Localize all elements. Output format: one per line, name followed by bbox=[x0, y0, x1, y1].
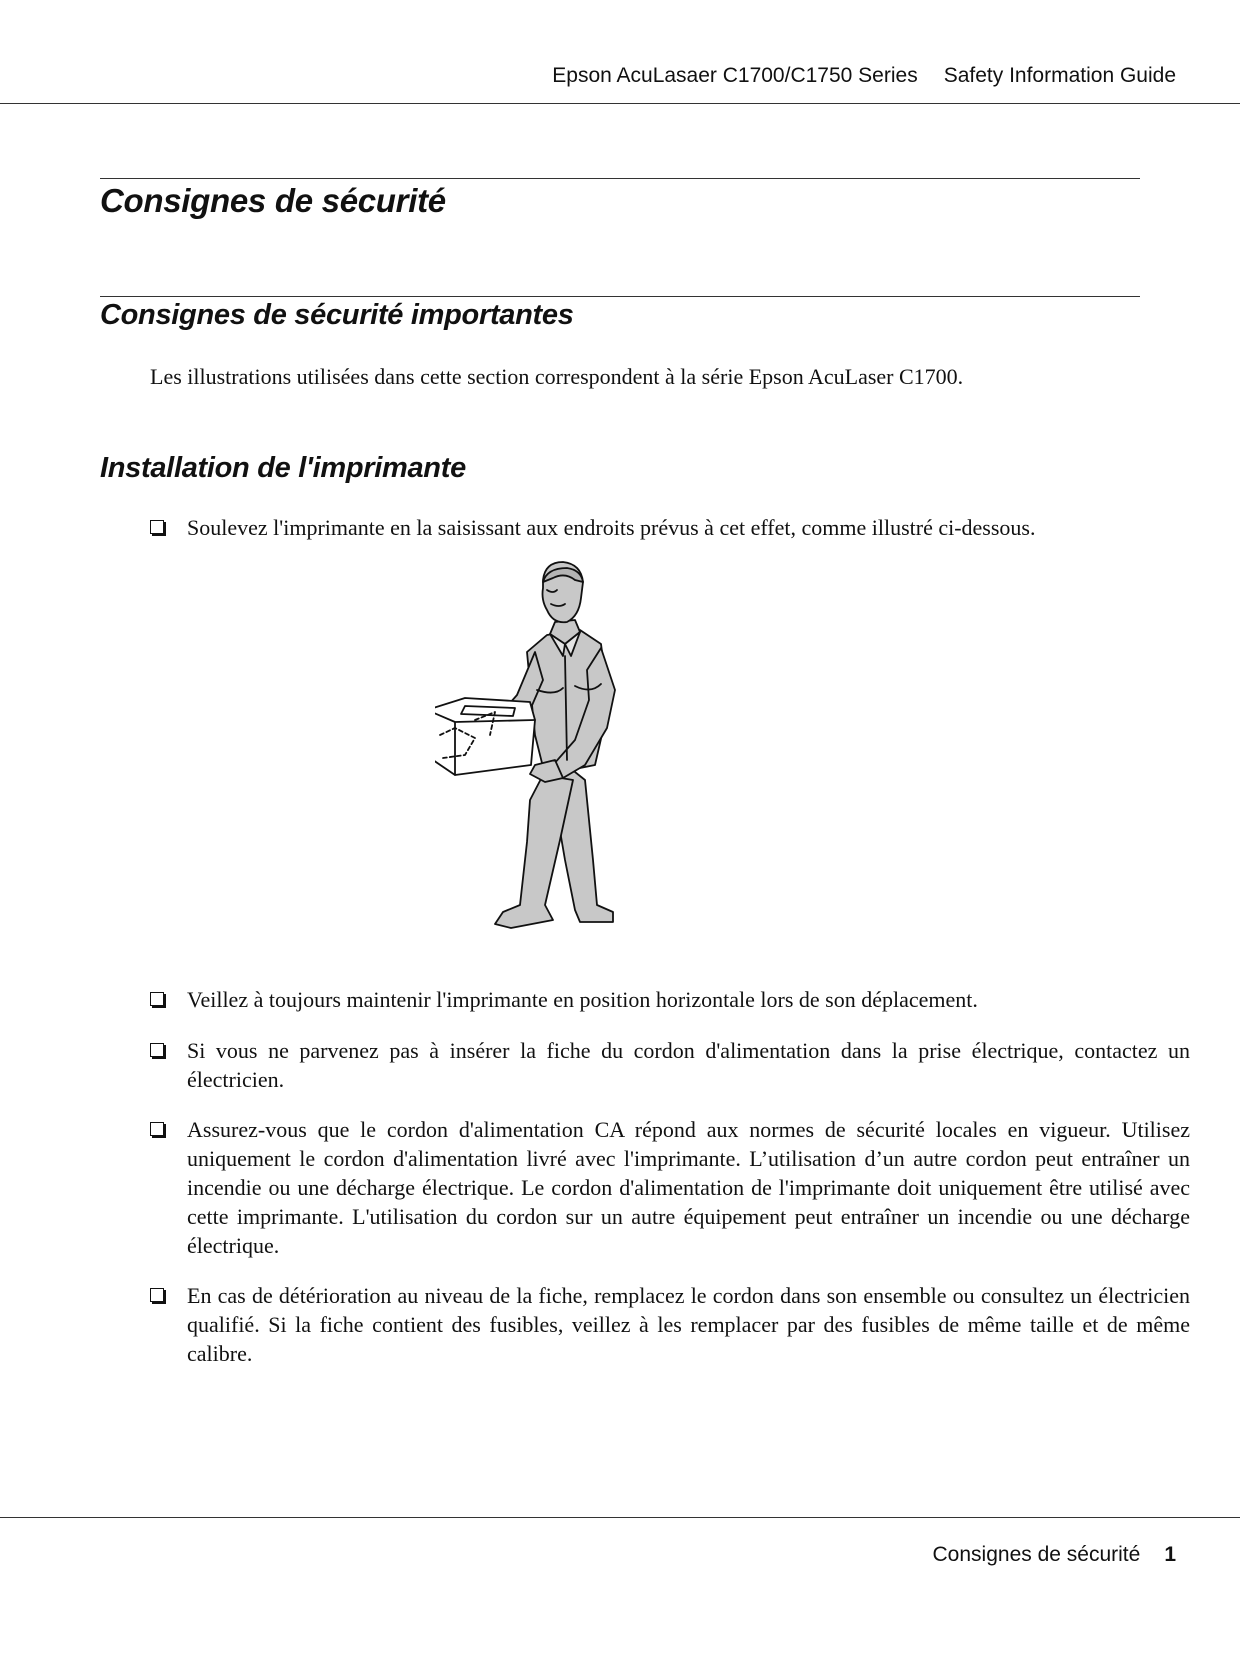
chapter-title: Consignes de sécurité bbox=[100, 182, 446, 219]
running-footer bbox=[933, 1543, 1176, 1567]
section-title: Consignes de sécurité importantes bbox=[100, 299, 574, 331]
checkbox-bullet-icon bbox=[150, 520, 164, 534]
checkbox-bullet-icon bbox=[150, 1122, 164, 1136]
checkbox-bullet-icon bbox=[150, 992, 164, 1006]
header-guide: Safety Information Guide bbox=[943, 64, 1176, 87]
list-item-text: Assurez-vous que le cordon d'alimentation CA répond aux normes de sécurité locales en vigueur. Utilisez uniquement le cordon d'alimentation livré avec l'imprimante. L’utilisation d’un autre cordon peut entraîner un incendie ou une décharge électrique. Le cordon d'alimentation de l'imprimante doit uniquement être utilisé avec cette imprimante. L'utilisation du cordon sur un autre équipement peut entraîner un incendie ou une décharge électrique. bbox=[187, 1117, 1190, 1258]
intro-paragraph: Les illustrations utilisées dans cette section correspondent à la série Epson AcuLaser C1700. bbox=[150, 364, 964, 389]
subsection-title: Installation de l'imprimante bbox=[100, 452, 466, 484]
footer-section: Consignes de sécurité bbox=[932, 1543, 1141, 1566]
list-item-text: Si vous ne parvenez pas à insérer la fiche du cordon d'alimentation dans la prise électrique, contactez un électricien. bbox=[187, 1038, 1190, 1092]
header-product: Epson AcuLasaer C1700/C1750 Series bbox=[552, 64, 918, 87]
checkbox-bullet-icon bbox=[150, 1043, 164, 1057]
running-header bbox=[552, 64, 1176, 88]
header-divider bbox=[0, 103, 1240, 104]
person-lifting-printer-illustration bbox=[435, 560, 645, 950]
chapter-divider bbox=[100, 178, 1140, 179]
checkbox-bullet-icon bbox=[150, 1288, 164, 1302]
list-item-text: En cas de détérioration au niveau de la fiche, remplacez le cordon dans son ensemble ou consultez un électricien qualifié. Si la fiche contient des fusibles, veillez à les remplacer par des fusibles de même taille et de même calibre. bbox=[187, 1283, 1190, 1366]
list-item-text: Veillez à toujours maintenir l'imprimante en position horizontale lors de son déplacement. bbox=[187, 987, 978, 1012]
page-number: 1 bbox=[1164, 1543, 1176, 1566]
footer-divider bbox=[0, 1517, 1240, 1518]
section-divider bbox=[100, 296, 1140, 297]
list-item-text: Soulevez l'imprimante en la saisissant aux endroits prévus à cet effet, comme illustré ci-dessous. bbox=[187, 515, 1036, 540]
